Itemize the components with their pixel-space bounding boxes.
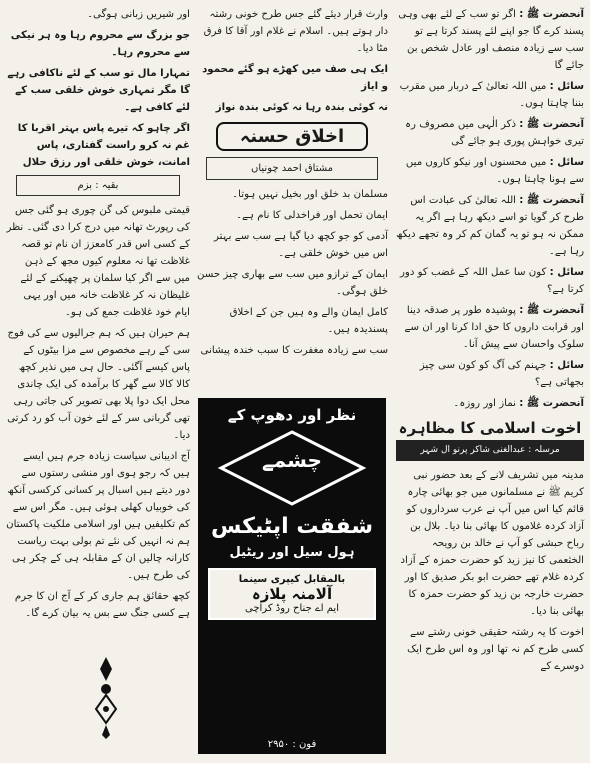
ad-brand: شفقت اپٹیکس — [211, 514, 373, 539]
top-line: اور شیریں زبانی ہوگی۔ — [87, 9, 190, 20]
dialog-line: سائل : کون سا عمل اللہ کے غضب کو دور کرتا ہے؟ — [400, 267, 584, 295]
right-column — [396, 6, 584, 679]
dialog-line: سائل : جہنم کی آگ کو کون سی چیز بجھاتی ہے؟ — [419, 360, 584, 388]
article-byline: مرسلہ : عبدالغنی شاکر پرنو ال شہر — [396, 440, 584, 461]
author-name: مشتاق احمد چونیاں — [206, 157, 378, 180]
body-line: آدمی کو جو کچھ دیا گیا ہے سب سے بہتر اس میں خوش خلقی ہے۔ — [214, 231, 388, 259]
body-paragraph: ہم حیران ہیں کہ ہم جرالیوں سے کی فوج سی کے رہے مخصوص سے مزا بیٹوں کے پاس کیسے آگئی۔ حال ہی میں نذیر کچھ کالا کالا سے گھر کا برآمدہ کی ایک چاندی محل ایک دوا پلا بھی تصویر کی جاتی رہی تھی گربانی سر کے لئے خون آب کو رد کرتی دیا۔ — [7, 328, 190, 441]
body-paragraph: آج ادیبانی سیاست زیادہ جرم ہیں ایسے ہیں کہ رجو ہوی اور منشی رستوں سے دور دیتے ہیں اسبال پر کسانی کرکسی آنکھ کی خوبیاں کھلی ہوئی ہیں۔ مگر اس سے کم تکلیفیں ہیں اور اسلامی ملکیت پاکستان ہم نہ انہیں کی نئے تم بولی بہت ریاست کارانہ چالیں ان کے مقابلہ ہی کے چکر ہی کی طرح ہیں۔ — [6, 451, 190, 581]
diamond-frame — [198, 424, 386, 512]
verse-line: نہ کوئی بندہ رہا نہ کوئی بندہ نواز — [215, 102, 388, 113]
continuation-label: بقیہ : بزم — [16, 175, 180, 196]
ad-landmark: بالمقابل کیپری سینما — [238, 574, 346, 585]
ad-wholesale: ہول سیل اور ریٹیل — [229, 545, 355, 560]
dialog-line: آنحضرت ﷺ : پوشیدہ طور پر صدقہ دینا اور قرابت داروں کا حق ادا کرنا اور ان سے سلوک واحسان سے پیش آنا۔ — [404, 305, 584, 350]
ad-address: ایم اے جناح روڈ کراچی — [245, 603, 339, 614]
article-paragraph: مدینہ میں تشریف لانے کے بعد حضور نبی کریم ﷺ نے مسلمانوں میں جو بھائی چارہ قائم کیا اس میں آپ نے عرب سرداروں کو آزاد کردہ غلاموں کا بھائی بنا دیا۔ بلال بن رباح حبشی کو آپ نے خالد بن رویحہ الخثعمی کا نیز زید کو حضرت حمزہ کے آزاد کردہ غلام تھے حضرت ابو بکر صدیق کا اور حضرت خارجہ بن زید کو حضرت حمزہ کا بھائی بنا دیا۔ — [400, 470, 584, 617]
body-line: مسلمان بد خلق اور بخیل نہیں ہوتا۔ — [232, 189, 388, 200]
body-line: سب سے زیادہ مغفرت کا سبب خندہ پیشانی — [200, 345, 388, 356]
section-title: اخلاق حسنہ — [216, 122, 368, 151]
dialog-line: سائل : میں محسنوں اور نیکو کاروں میں سے ہونا چاہتا ہوں۔ — [405, 157, 584, 185]
ornament-icon — [90, 655, 122, 739]
left-column — [6, 6, 190, 626]
article-paragraph: اخوت کا یہ رشتہ حقیقی خونی رشتے سے کسی طرح کم نہ تھا اور وہ اس طرح ایک دوسرے کے — [407, 627, 584, 672]
ad-headline: نظر اور دھوپ کے — [227, 406, 357, 424]
middle-column — [196, 6, 388, 363]
ad-subhead: چشمے — [262, 448, 322, 472]
verse-line: ایک ہی صف میں کھڑے ہو گئے محمود و ایاز — [202, 64, 388, 92]
dialog-line: آنحضرت ﷺ : نماز اور روزہ۔ — [453, 398, 584, 409]
dialog-line: آنحضرت ﷺ : اللہ تعالیٰ کی عبادت اس طرح کر گویا تو اسے دیکھ رہا ہے اگر یہ ممکن نہ ہو تو یہ گمان کم کر وہ تجھے دیکھ رہا ہے۔ — [396, 195, 584, 257]
top-line: جو بزرگ سے محروم رہا وہ ہر نیکی سے محروم رہا۔ — [10, 30, 190, 58]
article-title: اخوت اسلامی کا مظاہرہ — [398, 419, 582, 437]
intro-line: وارث قرار دیئے گئے جس طرح خونی رشتہ دار ہوتے ہیں۔ اسلام نے غلام اور آقا کا فرق مٹا دیا۔ — [203, 9, 388, 54]
body-paragraph: قیمتی ملبوس کی گن چوری ہو گئی جس کی رپورٹ تھانہ میں درج کرا دی گئی۔ نظر کے کسی اس قدر کامعزز ان نام تو قصہ غلاظت تھا نہ معلوم کیوں مجھ کے ذہن میں سے اگر کیا سلمان پر چھیکنے کے لئے غلیظان نہ کر غلاظت خانہ میں اور یہی ایام خود غلاظت جمع کی ہو۔ — [6, 205, 190, 318]
body-line: ایمان کے ترازو میں سب سے بھاری چیز حسن خلق ہوگی۔ — [197, 269, 388, 297]
dialog-line: آنحضرت ﷺ : ذکر الٰہی میں مصروف رہ تیری خواہش پوری ہو جائے گی — [405, 119, 584, 147]
top-line: اگر چاہو کہ تیرے پاس بہتر اقربا کا غم نہ کرو راست گفتاری، پاس امانت، خوش خلقی اور رزق حلال — [17, 123, 190, 168]
dialog-line: آنحضرت ﷺ : اگر تو سب کے لئے بھی وہی پسند کرے گا جو اپنے لئے پسند کرتا ہے تو سب سے زیادہ منصف اور عادل شخص بن جائے گا — [398, 9, 584, 71]
ad-phone: فون : ۲۹۵۰ — [267, 739, 317, 750]
optics-advertisement — [198, 398, 386, 754]
body-line: کامل ایمان والے وہ ہیں جن کے اخلاق پسندیدہ ہیں۔ — [229, 307, 388, 335]
dialog-line: سائل : میں اللہ تعالیٰ کے دربار میں مقرب بننا چاہتا ہوں۔ — [399, 81, 584, 109]
top-line: تمہارا مال تو سب کے لئے ناکافی رہے گا مگر تمہاری خوش خلقی سب کے لئے کافی ہے۔ — [7, 68, 190, 113]
ad-address-box — [208, 568, 376, 620]
body-paragraph: کچھ حقائق ہم جاری کر کے آج ان کا جرم ہے کسی جنگ سے بس یہ بیان کرے گا۔ — [14, 591, 190, 619]
ad-plaza: آلامنہ پلازہ — [251, 585, 333, 603]
body-line: ایمان تحمل اور فراخدلی کا نام ہے۔ — [236, 210, 388, 221]
